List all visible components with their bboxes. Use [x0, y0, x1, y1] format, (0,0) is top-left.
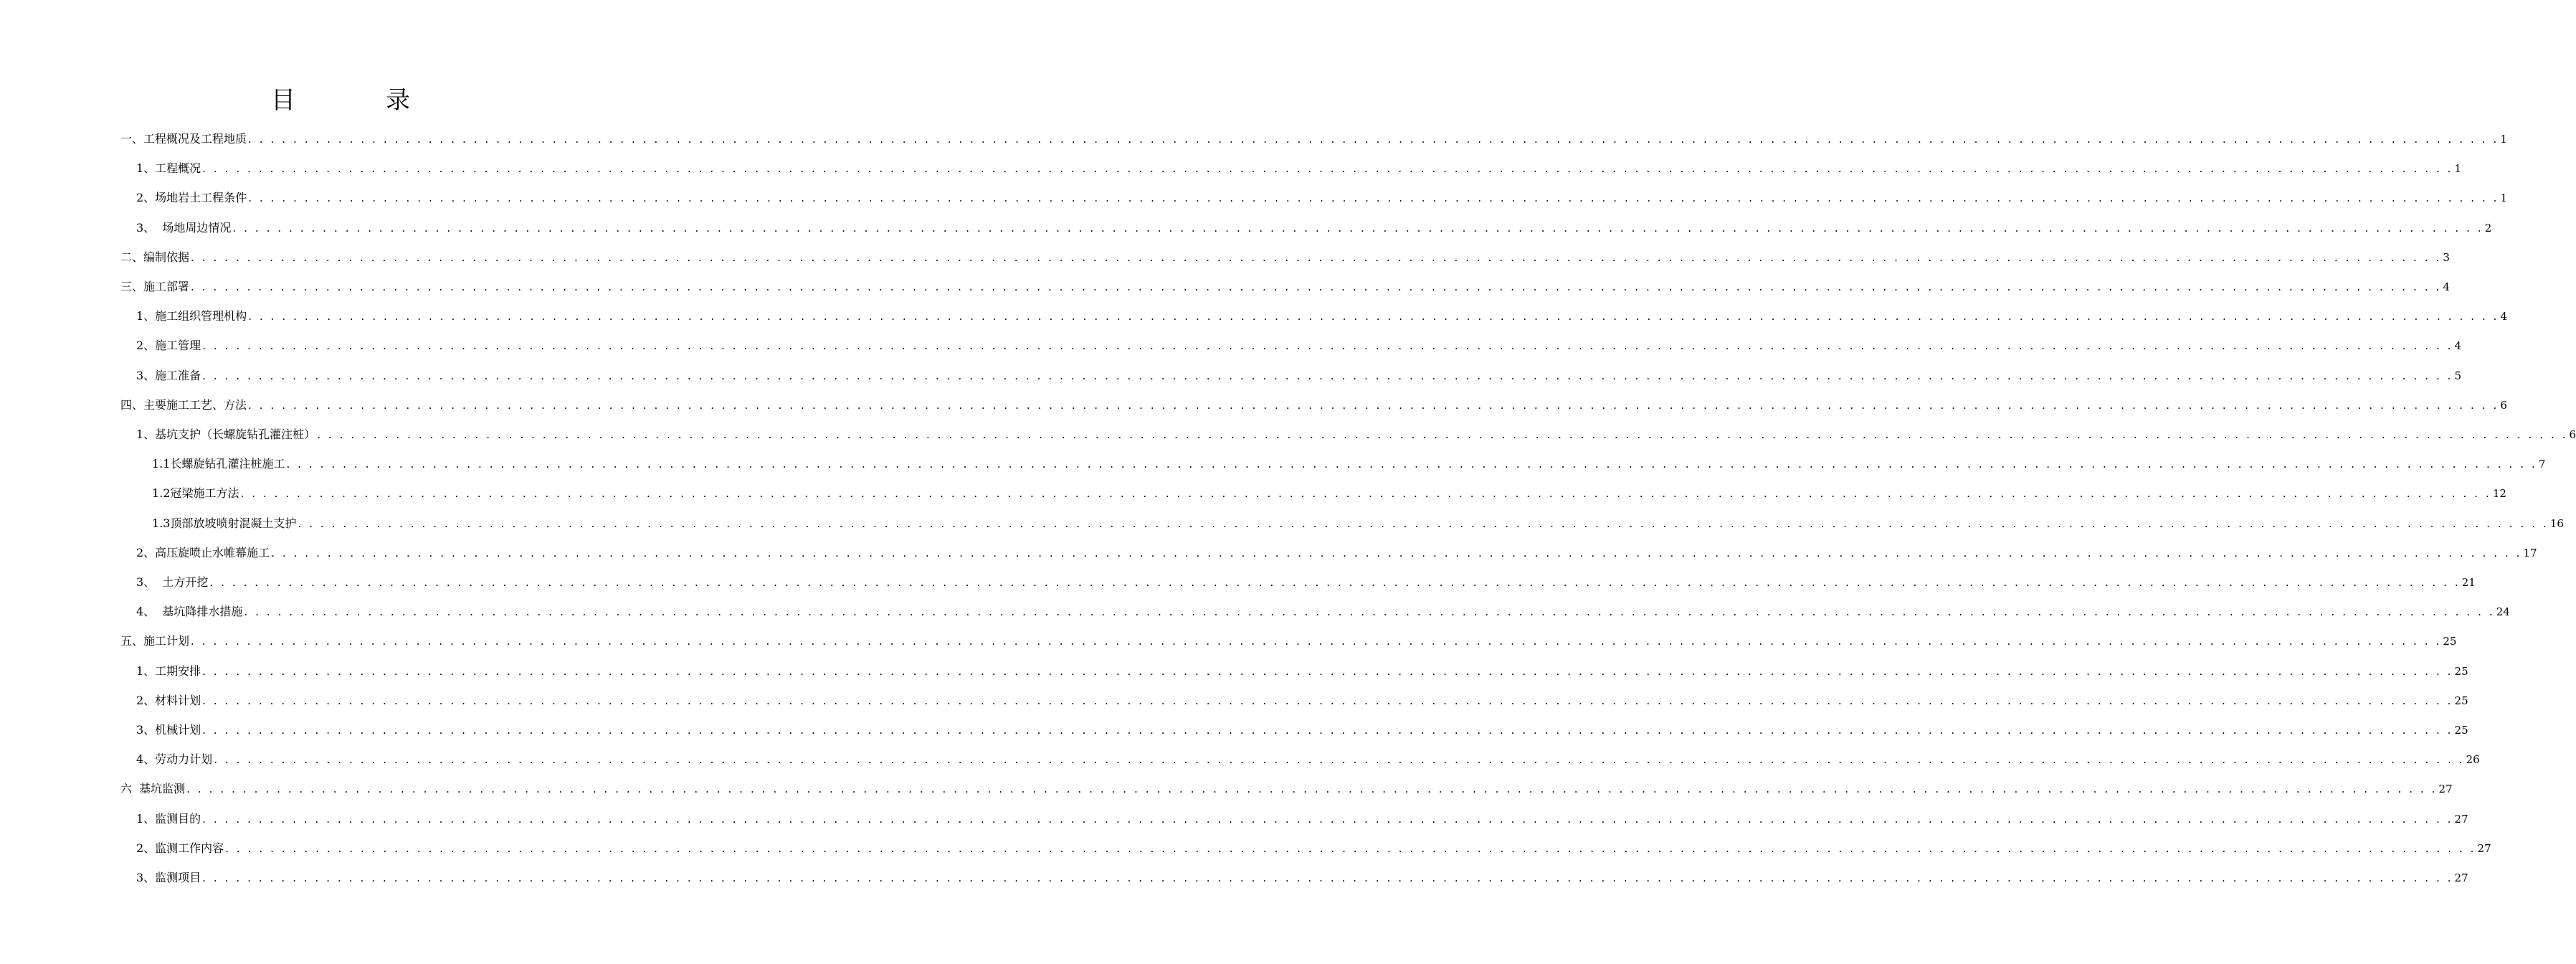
toc-entry-page: 27: [2454, 871, 2468, 884]
toc-leader-dots: . . . . . . . . . . . . . . . . . . . . . . . . . . . . . . . . . . . . . . . . . . . . . . . . . . . . . . . . . . . . . . . . . . . . . . . . . . . . . . . . . . . . . . . . . . . . . . . . . . . . . . . . . . . . . . . . . . . . . . . . . . . . . . . . . . . . . . . . . . . . . . . . . . . . . . . . . . . . . . . . . . . . . . . . . . . . . . . . . . . . . . . . . . . . . . . . . . . . . . . .: [186, 783, 2438, 796]
toc-entry-page: 27: [2438, 783, 2453, 796]
toc-entry-page: 6: [2500, 398, 2507, 412]
toc-entry-page: 17: [2523, 546, 2537, 559]
toc-entry-page: 21: [2461, 576, 2476, 589]
toc-entry-label: 2、场地岩土工程条件: [136, 191, 247, 205]
toc-entry[interactable]: [136, 336, 2462, 355]
toc-entry-page: 4: [2454, 339, 2462, 353]
toc-entry[interactable]: [120, 632, 2457, 651]
toc-entry-page: 27: [2454, 812, 2468, 826]
toc-entry[interactable]: [136, 750, 2480, 769]
toc-entry[interactable]: [136, 425, 2576, 444]
toc-leader-dots: . . . . . . . . . . . . . . . . . . . . . . . . . . . . . . . . . . . . . . . . . . . . . . . . . . . . . . . . . . . . . . . . . . . . . . . . . . . . . . . . . . . . . . . . . . . . . . . . . . . . . . . . . . . . . . . . . . . . . . . . . . . . . . . . . . . . . . . . . . . . . . . . . . . . . . . . . . . . . . . . . . . . . . . . . . . . . . . . . . . . . . . . . . . . . . . . . . . . . . . .: [225, 841, 2476, 855]
toc-entry[interactable]: [136, 602, 2510, 621]
toc-leader-dots: . . . . . . . . . . . . . . . . . . . . . . . . . . . . . . . . . . . . . . . . . . . . . . . . . . . . . . . . . . . . . . . . . . . . . . . . . . . . . . . . . . . . . . . . . . . . . . . . . . . . . . . . . . . . . . . . . . . . . . . . . . . . . . . . . . . . . . . . . . . . . . . . . . . . . . . . . . . . . . . . . . . . . . . . . . . . . . . . . . . . . . . . . . . . . . . . . . . . . . . .: [317, 428, 2568, 441]
toc-entry-label: 1.2冠梁施工方法: [152, 486, 239, 501]
toc-leader-dots: . . . . . . . . . . . . . . . . . . . . . . . . . . . . . . . . . . . . . . . . . . . . . . . . . . . . . . . . . . . . . . . . . . . . . . . . . . . . . . . . . . . . . . . . . . . . . . . . . . . . . . . . . . . . . . . . . . . . . . . . . . . . . . . . . . . . . . . . . . . . . . . . . . . . . . . . . . . . . . . . . . . . . . . . . . . . . . . . . . . . . . . . . . . . . . . . . . . . . . . .: [202, 162, 2453, 176]
toc-entry-page: 16: [2549, 516, 2564, 530]
toc-entry-label: 1、施工组织管理机构: [136, 309, 247, 323]
toc-entry-label: 2、材料计划: [136, 693, 201, 707]
toc-leader-dots: . . . . . . . . . . . . . . . . . . . . . . . . . . . . . . . . . . . . . . . . . . . . . . . . . . . . . . . . . . . . . . . . . . . . . . . . . . . . . . . . . . . . . . . . . . . . . . . . . . . . . . . . . . . . . . . . . . . . . . . . . . . . . . . . . . . . . . . . . . . . . . . . . . . . . . . . . . . . . . . . . . . . . . . . . . . . . . . . . . . . . . . . . . . . . . . . . . . . . . . .: [248, 133, 2499, 146]
toc-entry-page: 4: [2443, 280, 2450, 293]
toc-entry-label: 一、工程概况及工程地质: [120, 132, 247, 146]
toc-entry-page: 6: [2569, 428, 2576, 441]
toc-leader-dots: . . . . . . . . . . . . . . . . . . . . . . . . . . . . . . . . . . . . . . . . . . . . . . . . . . . . . . . . . . . . . . . . . . . . . . . . . . . . . . . . . . . . . . . . . . . . . . . . . . . . . . . . . . . . . . . . . . . . . . . . . . . . . . . . . . . . . . . . . . . . . . . . . . . . . . . . . . . . . . . . . . . . . . . . . . . . . . . . . . . . . . . . . . . . . . . . . . . . . . . .: [191, 280, 2442, 293]
toc-leader-dots: . . . . . . . . . . . . . . . . . . . . . . . . . . . . . . . . . . . . . . . . . . . . . . . . . . . . . . . . . . . . . . . . . . . . . . . . . . . . . . . . . . . . . . . . . . . . . . . . . . . . . . . . . . . . . . . . . . . . . . . . . . . . . . . . . . . . . . . . . . . . . . . . . . . . . . . . . . . . . . . . . . . . . . . . . . . . . . . . . . . . . . . . . . . . . . . . . . . . . . . .: [271, 546, 2522, 559]
toc-leader-dots: . . . . . . . . . . . . . . . . . . . . . . . . . . . . . . . . . . . . . . . . . . . . . . . . . . . . . . . . . . . . . . . . . . . . . . . . . . . . . . . . . . . . . . . . . . . . . . . . . . . . . . . . . . . . . . . . . . . . . . . . . . . . . . . . . . . . . . . . . . . . . . . . . . . . . . . . . . . . . . . . . . . . . . . . . . . . . . . . . . . . . . . . . . . . . . . . . . . . . . . .: [202, 694, 2453, 707]
toc-entry[interactable]: [120, 278, 2450, 296]
toc-entry[interactable]: [120, 248, 2450, 267]
toc-entry-label: 3、 土方开挖: [136, 575, 209, 589]
toc-entry-label: 2、施工管理: [136, 339, 201, 353]
toc-leader-dots: . . . . . . . . . . . . . . . . . . . . . . . . . . . . . . . . . . . . . . . . . . . . . . . . . . . . . . . . . . . . . . . . . . . . . . . . . . . . . . . . . . . . . . . . . . . . . . . . . . . . . . . . . . . . . . . . . . . . . . . . . . . . . . . . . . . . . . . . . . . . . . . . . . . . . . . . . . . . . . . . . . . . . . . . . . . . . . . . . . . . . . . . . . . . . . . . . . . . . . . .: [232, 221, 2484, 235]
toc-entry-label: 4、 基坑降排水措施: [136, 605, 243, 619]
toc-entry[interactable]: [136, 721, 2468, 739]
toc-entry-label: 3、 场地周边情况: [136, 220, 232, 235]
toc-entry-label: 1、工期安排: [136, 663, 201, 678]
toc-entry-page: 25: [2454, 724, 2468, 737]
toc-entry-page: 25: [2454, 694, 2468, 707]
toc-leader-dots: . . . . . . . . . . . . . . . . . . . . . . . . . . . . . . . . . . . . . . . . . . . . . . . . . . . . . . . . . . . . . . . . . . . . . . . . . . . . . . . . . . . . . . . . . . . . . . . . . . . . . . . . . . . . . . . . . . . . . . . . . . . . . . . . . . . . . . . . . . . . . . . . . . . . . . . . . . . . . . . . . . . . . . . . . . . . . . . . . . . . . . . . . . . . . . . . . . . . . . . .: [191, 250, 2442, 264]
toc-leader-dots: . . . . . . . . . . . . . . . . . . . . . . . . . . . . . . . . . . . . . . . . . . . . . . . . . . . . . . . . . . . . . . . . . . . . . . . . . . . . . . . . . . . . . . . . . . . . . . . . . . . . . . . . . . . . . . . . . . . . . . . . . . . . . . . . . . . . . . . . . . . . . . . . . . . . . . . . . . . . . . . . . . . . . . . . . . . . . . . . . . . . . . . . . . . . . . . . . . . . . . . .: [248, 310, 2499, 323]
toc-entry-label: 3、监测项目: [136, 871, 201, 884]
toc-entry-page: 2: [2484, 221, 2492, 235]
toc-entry-page: 3: [2443, 250, 2450, 264]
toc-leader-dots: . . . . . . . . . . . . . . . . . . . . . . . . . . . . . . . . . . . . . . . . . . . . . . . . . . . . . . . . . . . . . . . . . . . . . . . . . . . . . . . . . . . . . . . . . . . . . . . . . . . . . . . . . . . . . . . . . . . . . . . . . . . . . . . . . . . . . . . . . . . . . . . . . . . . . . . . . . . . . . . . . . . . . . . . . . . . . . . . . . . . . . . . . . . . . . . . . . . . . . . .: [209, 576, 2461, 589]
toc-leader-dots: . . . . . . . . . . . . . . . . . . . . . . . . . . . . . . . . . . . . . . . . . . . . . . . . . . . . . . . . . . . . . . . . . . . . . . . . . . . . . . . . . . . . . . . . . . . . . . . . . . . . . . . . . . . . . . . . . . . . . . . . . . . . . . . . . . . . . . . . . . . . . . . . . . . . . . . . . . . . . . . . . . . . . . . . . . . . . . . . . . . . . . . . . . . . . . . . . . . . . . . .: [202, 812, 2453, 826]
toc-leader-dots: . . . . . . . . . . . . . . . . . . . . . . . . . . . . . . . . . . . . . . . . . . . . . . . . . . . . . . . . . . . . . . . . . . . . . . . . . . . . . . . . . . . . . . . . . . . . . . . . . . . . . . . . . . . . . . . . . . . . . . . . . . . . . . . . . . . . . . . . . . . . . . . . . . . . . . . . . . . . . . . . . . . . . . . . . . . . . . . . . . . . . . . . . . . . . . . . . . . . . . . .: [248, 192, 2499, 205]
toc-entry-label: 1.1长螺旋钻孔灌注桩施工: [152, 457, 285, 471]
toc-entry[interactable]: [152, 455, 2546, 473]
toc-leader-dots: . . . . . . . . . . . . . . . . . . . . . . . . . . . . . . . . . . . . . . . . . . . . . . . . . . . . . . . . . . . . . . . . . . . . . . . . . . . . . . . . . . . . . . . . . . . . . . . . . . . . . . . . . . . . . . . . . . . . . . . . . . . . . . . . . . . . . . . . . . . . . . . . . . . . . . . . . . . . . . . . . . . . . . . . . . . . . . . . . . . . . . . . . . . . . . . . . . . . . . . .: [202, 871, 2453, 884]
toc-entry[interactable]: [136, 189, 2508, 207]
toc-entry[interactable]: [136, 159, 2462, 178]
toc-entry[interactable]: [136, 810, 2468, 828]
toc-leader-dots: . . . . . . . . . . . . . . . . . . . . . . . . . . . . . . . . . . . . . . . . . . . . . . . . . . . . . . . . . . . . . . . . . . . . . . . . . . . . . . . . . . . . . . . . . . . . . . . . . . . . . . . . . . . . . . . . . . . . . . . . . . . . . . . . . . . . . . . . . . . . . . . . . . . . . . . . . . . . . . . . . . . . . . . . . . . . . . . . . . . . . . . . . . . . . . . . . . . . . . . .: [244, 605, 2495, 619]
toc-entry[interactable]: [136, 219, 2492, 237]
toc-entry[interactable]: [152, 484, 2506, 503]
toc-leader-dots: . . . . . . . . . . . . . . . . . . . . . . . . . . . . . . . . . . . . . . . . . . . . . . . . . . . . . . . . . . . . . . . . . . . . . . . . . . . . . . . . . . . . . . . . . . . . . . . . . . . . . . . . . . . . . . . . . . . . . . . . . . . . . . . . . . . . . . . . . . . . . . . . . . . . . . . . . . . . . . . . . . . . . . . . . . . . . . . . . . . . . . . . . . . . . . . . . . . . . . . .: [286, 458, 2537, 471]
toc-entry[interactable]: [136, 307, 2508, 326]
toc-entry-page: 1: [2454, 162, 2462, 176]
toc-entry-page: 4: [2500, 310, 2508, 323]
toc-entry-page: 27: [2477, 841, 2491, 855]
toc-entry-page: 1: [2500, 192, 2508, 205]
toc-entry-label: 二、编制依据: [120, 250, 190, 264]
toc-entry-label: 3、施工准备: [136, 368, 201, 382]
toc-leader-dots: . . . . . . . . . . . . . . . . . . . . . . . . . . . . . . . . . . . . . . . . . . . . . . . . . . . . . . . . . . . . . . . . . . . . . . . . . . . . . . . . . . . . . . . . . . . . . . . . . . . . . . . . . . . . . . . . . . . . . . . . . . . . . . . . . . . . . . . . . . . . . . . . . . . . . . . . . . . . . . . . . . . . . . . . . . . . . . . . . . . . . . . . . . . . . . . . . . . . . . . .: [240, 487, 2491, 501]
toc-entry-label: 1、基坑支护（长螺旋钻孔灌注桩）: [136, 427, 316, 441]
toc-entry-page: 25: [2454, 664, 2468, 678]
toc-entry-page: 12: [2492, 487, 2506, 501]
toc-entry[interactable]: [136, 839, 2491, 858]
page-title: 目 录: [271, 86, 443, 115]
toc-entry-page: 24: [2496, 605, 2510, 619]
toc-leader-dots: . . . . . . . . . . . . . . . . . . . . . . . . . . . . . . . . . . . . . . . . . . . . . . . . . . . . . . . . . . . . . . . . . . . . . . . . . . . . . . . . . . . . . . . . . . . . . . . . . . . . . . . . . . . . . . . . . . . . . . . . . . . . . . . . . . . . . . . . . . . . . . . . . . . . . . . . . . . . . . . . . . . . . . . . . . . . . . . . . . . . . . . . . . . . . . . . . . . . . . . .: [202, 724, 2453, 737]
toc-entry-label: 1、监测目的: [136, 811, 201, 826]
toc-entry[interactable]: [136, 691, 2468, 710]
toc-entry-page: 26: [2466, 753, 2480, 767]
toc-entry[interactable]: [136, 367, 2462, 385]
toc-entry[interactable]: [120, 396, 2507, 415]
toc-leader-dots: . . . . . . . . . . . . . . . . . . . . . . . . . . . . . . . . . . . . . . . . . . . . . . . . . . . . . . . . . . . . . . . . . . . . . . . . . . . . . . . . . . . . . . . . . . . . . . . . . . . . . . . . . . . . . . . . . . . . . . . . . . . . . . . . . . . . . . . . . . . . . . . . . . . . . . . . . . . . . . . . . . . . . . . . . . . . . . . . . . . . . . . . . . . . . . . . . . . . . . . .: [298, 516, 2549, 530]
toc-leader-dots: . . . . . . . . . . . . . . . . . . . . . . . . . . . . . . . . . . . . . . . . . . . . . . . . . . . . . . . . . . . . . . . . . . . . . . . . . . . . . . . . . . . . . . . . . . . . . . . . . . . . . . . . . . . . . . . . . . . . . . . . . . . . . . . . . . . . . . . . . . . . . . . . . . . . . . . . . . . . . . . . . . . . . . . . . . . . . . . . . . . . . . . . . . . . . . . . . . . . . . . .: [202, 664, 2453, 678]
toc-leader-dots: . . . . . . . . . . . . . . . . . . . . . . . . . . . . . . . . . . . . . . . . . . . . . . . . . . . . . . . . . . . . . . . . . . . . . . . . . . . . . . . . . . . . . . . . . . . . . . . . . . . . . . . . . . . . . . . . . . . . . . . . . . . . . . . . . . . . . . . . . . . . . . . . . . . . . . . . . . . . . . . . . . . . . . . . . . . . . . . . . . . . . . . . . . . . . . . . . . . . . . . .: [202, 339, 2453, 353]
toc-leader-dots: . . . . . . . . . . . . . . . . . . . . . . . . . . . . . . . . . . . . . . . . . . . . . . . . . . . . . . . . . . . . . . . . . . . . . . . . . . . . . . . . . . . . . . . . . . . . . . . . . . . . . . . . . . . . . . . . . . . . . . . . . . . . . . . . . . . . . . . . . . . . . . . . . . . . . . . . . . . . . . . . . . . . . . . . . . . . . . . . . . . . . . . . . . . . . . . . . . . . . . . .: [191, 635, 2442, 648]
toc-entry[interactable]: [152, 514, 2564, 533]
toc-entry-label: 三、施工部署: [120, 280, 190, 293]
toc-leader-dots: . . . . . . . . . . . . . . . . . . . . . . . . . . . . . . . . . . . . . . . . . . . . . . . . . . . . . . . . . . . . . . . . . . . . . . . . . . . . . . . . . . . . . . . . . . . . . . . . . . . . . . . . . . . . . . . . . . . . . . . . . . . . . . . . . . . . . . . . . . . . . . . . . . . . . . . . . . . . . . . . . . . . . . . . . . . . . . . . . . . . . . . . . . . . . . . . . . . . . . . .: [248, 398, 2499, 412]
toc-entry-page: 7: [2538, 458, 2546, 471]
toc-leader-dots: . . . . . . . . . . . . . . . . . . . . . . . . . . . . . . . . . . . . . . . . . . . . . . . . . . . . . . . . . . . . . . . . . . . . . . . . . . . . . . . . . . . . . . . . . . . . . . . . . . . . . . . . . . . . . . . . . . . . . . . . . . . . . . . . . . . . . . . . . . . . . . . . . . . . . . . . . . . . . . . . . . . . . . . . . . . . . . . . . . . . . . . . . . . . . . . . . . . . . . . .: [214, 753, 2465, 767]
toc-entry-label: 四、主要施工工艺、方法: [120, 397, 247, 412]
toc-entry[interactable]: [136, 869, 2468, 887]
toc-entry-page: 25: [2443, 635, 2457, 648]
toc-entry-page: 1: [2500, 133, 2507, 146]
toc-entry-label: 3、机械计划: [136, 723, 201, 737]
toc-leader-dots: . . . . . . . . . . . . . . . . . . . . . . . . . . . . . . . . . . . . . . . . . . . . . . . . . . . . . . . . . . . . . . . . . . . . . . . . . . . . . . . . . . . . . . . . . . . . . . . . . . . . . . . . . . . . . . . . . . . . . . . . . . . . . . . . . . . . . . . . . . . . . . . . . . . . . . . . . . . . . . . . . . . . . . . . . . . . . . . . . . . . . . . . . . . . . . . . . . . . . . . .: [202, 369, 2453, 382]
toc-entry-label: 五、施工计划: [120, 634, 190, 648]
toc-entry-label: 六 基坑监测: [120, 782, 186, 796]
toc-entry-label: 1.3顶部放坡喷射混凝土支护: [152, 516, 297, 530]
toc-entry[interactable]: [136, 573, 2476, 592]
toc-entry-label: 2、高压旋喷止水帷幕施工: [136, 545, 270, 559]
toc-entry-label: 4、劳动力计划: [136, 752, 213, 767]
toc-entry-label: 2、监测工作内容: [136, 841, 224, 855]
toc-entry[interactable]: [136, 544, 2537, 562]
toc-entry[interactable]: [120, 780, 2453, 798]
toc-entry[interactable]: [136, 662, 2468, 681]
toc-entry-label: 1、工程概况: [136, 161, 201, 176]
toc-entry-page: 5: [2454, 369, 2462, 382]
toc-entry[interactable]: [120, 130, 2507, 148]
